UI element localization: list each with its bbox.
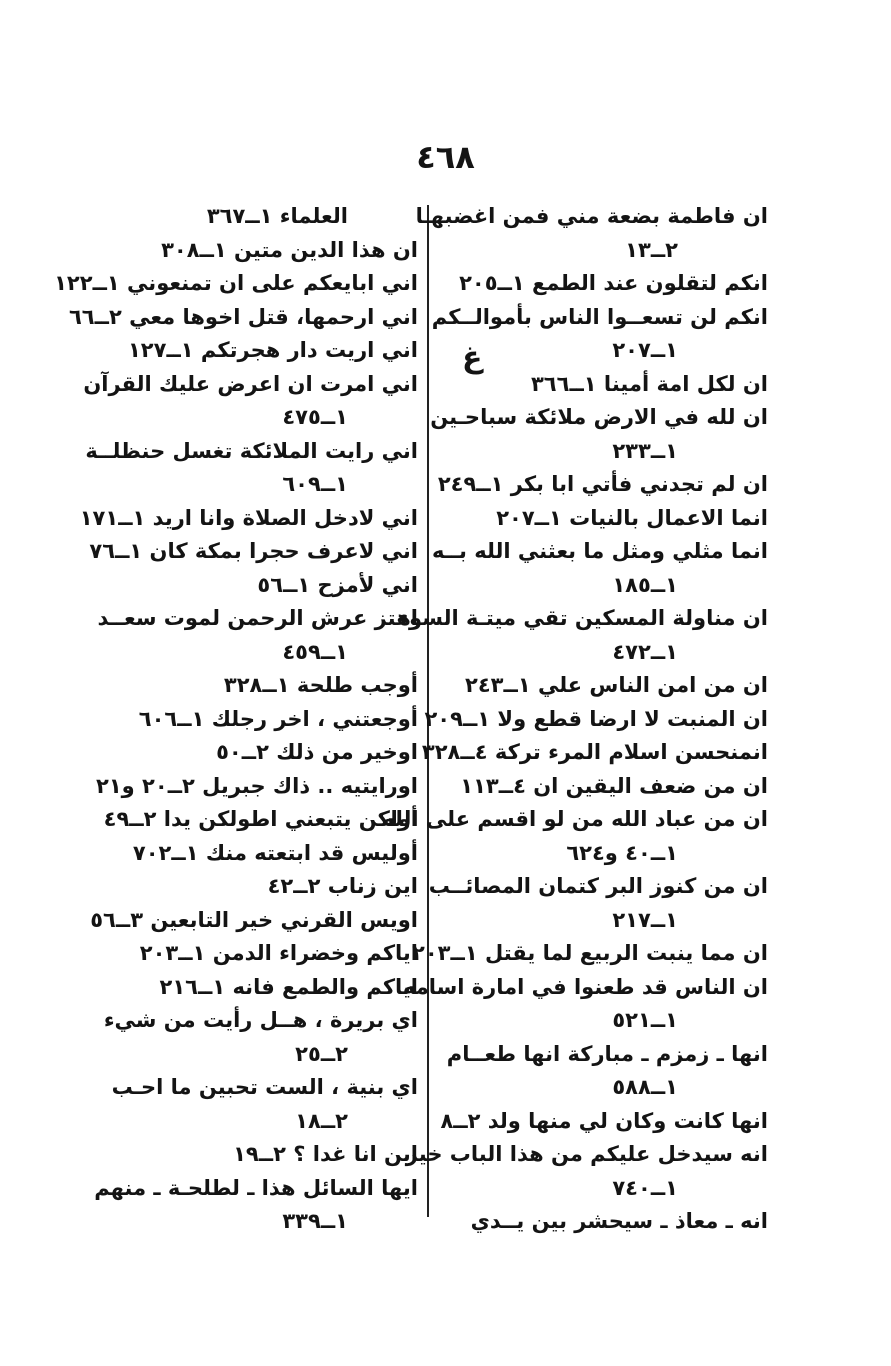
index-entry-reference: ٢ــ١٣: [625, 237, 678, 262]
index-entry: ان من كنوز البر كتمان المصائــب: [428, 874, 768, 898]
handwritten-mark: ﻍ: [462, 340, 483, 375]
index-entry: انمنحسن اسلام المرء تركة ٤ــ٣٢٨: [421, 740, 768, 764]
index-entry-reference: ٢ــ١٨: [295, 1108, 348, 1133]
index-entry: ان فاطمة بضعة مني فمن اغضبهـا: [415, 204, 768, 228]
index-entry: اوخير من ذلك ٢ــ٥٠: [216, 740, 418, 764]
index-entry: اني لأمزح ١ــ٥٦: [257, 572, 418, 597]
index-entry: اياكم والطمع فانه ١ــ٢١٦: [159, 974, 418, 999]
index-entry: ان هذا الدين متين ١ــ٣٠٨: [161, 237, 418, 262]
index-entry: انما الاعمال بالنيات ١ــ٢٠٧: [496, 505, 768, 530]
index-entry: ان الناس قد طعنوا في امارة اسامه: [403, 974, 768, 999]
index-entry: ان المنبت لا ارضا قطع ولا ١ــ٢٠٩: [424, 706, 768, 731]
index-entry: ان من ضعف اليقين ان ٤ــ١١٣: [460, 773, 768, 798]
index-entry-reference: ١ــ٢٠٧: [612, 338, 678, 362]
right-column: [382, 200, 768, 1239]
index-entry: اورايتيه .. ذاك جبريل ٢ــ٢٠ و٢١: [96, 773, 418, 798]
index-entry: انه سيدخل عليكم من هذا الباب خير: [405, 1142, 768, 1166]
index-entry: اني لادخل الصلاة وانا اريد ١ــ١٧١: [79, 505, 418, 530]
index-entry: أوجب طلحة ١ــ٣٢٨: [223, 673, 418, 697]
index-entry: ان مناولة المسكين تقي ميتـة السوء: [398, 606, 768, 630]
index-entry: اني امرت ان اعرض عليك القرآن: [83, 371, 418, 396]
index-entry-reference: ٢ــ٢٥: [295, 1041, 348, 1066]
index-entry: ان لم تجدني فأتي ابا بكر ١ــ٢٤٩: [437, 472, 768, 496]
index-entry: أولكن يتبعني اطولكن يدا ٢ــ٤٩: [103, 807, 418, 831]
index-entry: اهتز عرش الرحمن لموت سعــد: [97, 606, 418, 630]
index-entry-reference: ١ــ٧٤٠: [612, 1175, 678, 1200]
index-entry: اي بنية ، الست تحبين ما احـب: [111, 1075, 418, 1099]
index-entry-reference: ١ــ٤٥٩: [282, 639, 348, 664]
left-column: [54, 200, 418, 1239]
index-entry-reference: ١ــ١٨٥: [612, 572, 678, 597]
index-entry-reference: ١ــ٢١٧: [612, 907, 678, 932]
index-entry: اني لاعرف حجرا بمكة كان ١ــ٧٦: [89, 539, 418, 563]
index-entry: انه ـ معاذ ـ سيحشر بين يــدي: [470, 1209, 768, 1233]
index-entry: اني رايت الملائكة تغسل حنظلــة: [85, 438, 418, 463]
index-entry: أوليس قد ابتعته منك ١ــ٧٠٢: [132, 840, 418, 865]
index-entry: انها كانت وكان لي منها ولد ٢ــ٨: [440, 1108, 768, 1133]
index-entry: اني ارحمها، قتل اخوها معي ٢ــ٦٦: [68, 304, 418, 329]
index-entry-reference: ١ــ٤٧٢: [612, 639, 678, 664]
index-entry-reference: العلماء ١ــ٣٦٧: [206, 204, 348, 228]
index-entry: انكم لتقلون عند الطمع ١ــ٢٠٥: [459, 271, 768, 295]
index-entry: اويس القرني خير التابعين ٣ــ٥٦: [90, 907, 418, 932]
index-entry: أوجعتني ، اخر رجلك ١ــ٦٠٦: [138, 706, 418, 731]
index-entry-reference: ١ــ٦٠٩: [282, 472, 348, 496]
index-entry: ايها السائل هذا ـ لطلحـة ـ منهم: [94, 1175, 418, 1200]
index-entry-reference: ١ــ٢٣٣: [612, 438, 678, 463]
index-entry: اياكم وخضراء الدمن ١ــ٢٠٣: [139, 941, 418, 965]
index-entry-reference: ١ــ٥٢١: [612, 1008, 678, 1032]
index-entry: انما مثلي ومثل ما بعثني الله بــه: [431, 539, 768, 563]
index-entry-reference: ١ــ٥٨٨: [612, 1075, 678, 1099]
index-entry: اين انا غدا ؟ ٢ــ١٩: [233, 1142, 418, 1166]
index-entry: اي بريرة ، هــل رأيت من شيء: [103, 1008, 418, 1032]
page-number: ٤٦٨: [416, 138, 475, 176]
index-entry: ان من امن الناس علي ١ــ٢٤٣: [465, 673, 768, 697]
index-entry-reference: ١ــ٤٠ و٦٢٤: [566, 840, 678, 865]
index-entry: ان مما ينبت الربيع لما يقتل ١ــ٢٠٣: [412, 941, 768, 965]
index-entry: ان لله في الارض ملائكة سباحـين: [430, 405, 768, 429]
index-entry-reference: ١ــ٤٧٥: [282, 405, 348, 429]
index-entry: اني ابايعكم على ان تمنعوني ١ــ١٢٢: [54, 271, 418, 295]
index-entry: اين زناب ٢ــ٤٢: [267, 874, 418, 898]
index-entry: اني اريت دار هجرتكم ١ــ١٢٧: [127, 338, 418, 362]
index-entry-reference: ١ــ٣٣٩: [282, 1209, 348, 1233]
index-entry: انها ـ زمزم ـ مباركة انها طعــام: [446, 1041, 768, 1066]
index-entry: ان لكل امة أمينا ١ــ٣٦٦: [530, 371, 768, 396]
index-entry: ان من عباد الله من لو اقسم على الله: [382, 807, 768, 831]
index-entry: انكم لن تسعــوا الناس بأموالــكم: [431, 304, 768, 329]
